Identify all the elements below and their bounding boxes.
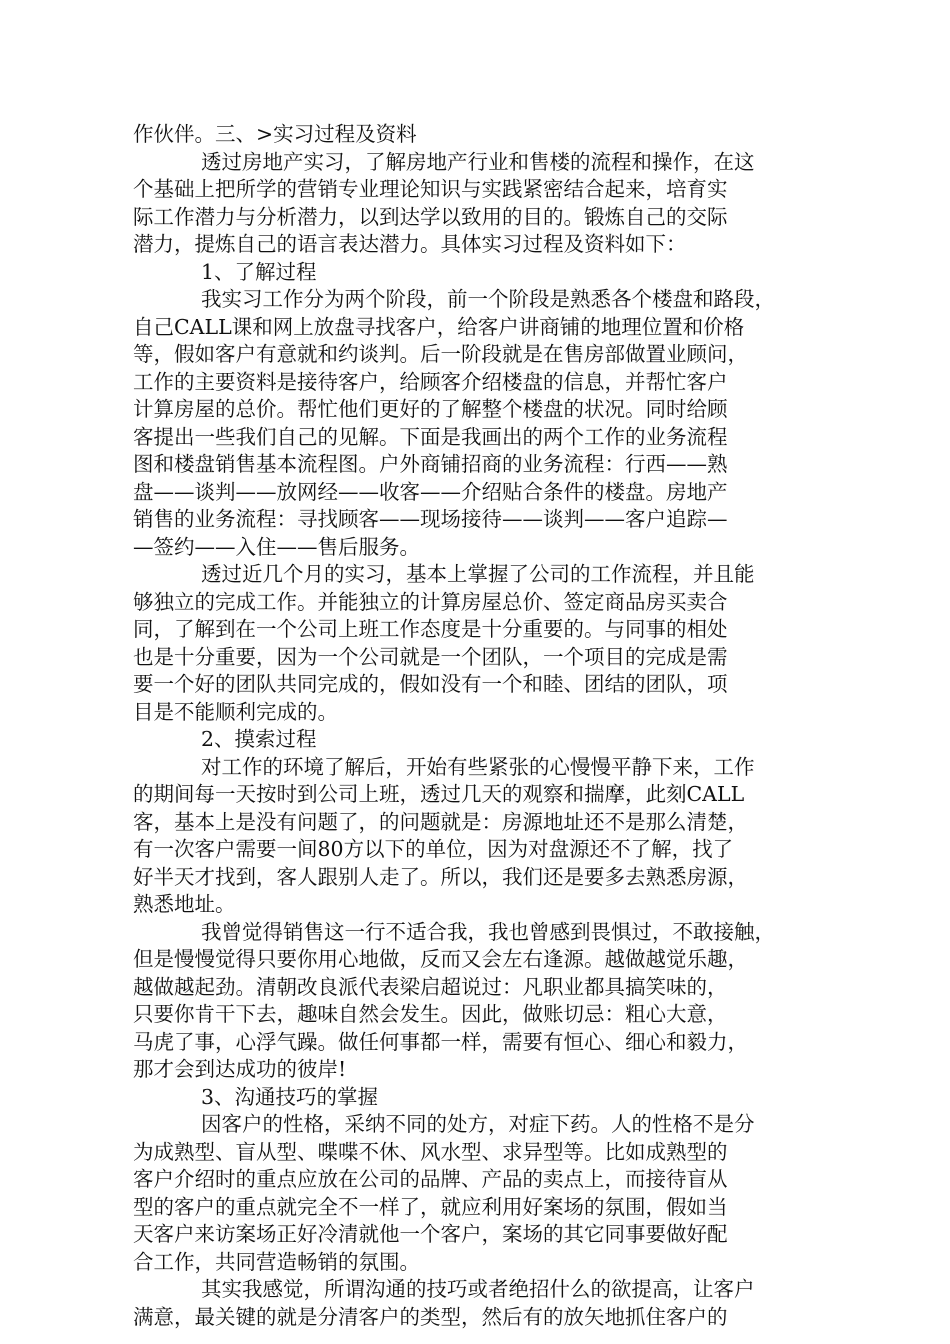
text-line: 3、沟通技巧的掌握: [201, 1084, 379, 1109]
text-line: 的期间每一天按时到公司上班，透过几天的观察和揣摩，此刻CALL: [133, 782, 745, 806]
text-line: 我实习工作分为两个阶段，前一个阶段是熟悉各个楼盘和路段，: [201, 287, 775, 311]
text-line: 客，基本上是没有问题了，的问题就是：房源地址还不是那么清楚，: [133, 809, 748, 834]
text-line: 1、了解过程: [201, 259, 317, 284]
text-line: 透过房地产实习，了解房地产行业和售楼的流程和操作，在这: [201, 149, 755, 174]
text-line: 工作的主要资料是接待客户，给顾客介绍楼盘的信息，并帮忙客户: [133, 369, 728, 394]
text-line: 对工作的环境了解后，开始有些紧张的心慢慢平静下来，工作: [201, 754, 755, 779]
text-line: 同，了解到在一个公司上班工作态度是十分重要的。与同事的相处: [133, 617, 728, 641]
text-line: 天客户来访案场正好冷清就他一个客户，案场的其它同事要做好配: [133, 1222, 728, 1246]
text-line: 因客户的性格，采纳不同的处方，对症下药。人的性格不是分: [201, 1112, 755, 1136]
text-line: 满意，最关键的就是分清客户的类型，然后有的放矢地抓住客户的: [133, 1304, 728, 1329]
text-line: 客户介绍时的重点应放在公司的品牌、产品的卖点上，而接待盲从: [133, 1167, 728, 1191]
text-line: 熟悉地址。: [133, 892, 236, 916]
text-line: 2、摸索过程: [201, 727, 317, 751]
text-line: 作伙伴。三、>实习过程及资料: [133, 122, 417, 146]
text-line: 那才会到达成功的彼岸!: [133, 1057, 347, 1081]
text-line: 我曾觉得销售这一行不适合我，我也曾感到畏惧过，不敢接触，: [201, 919, 775, 944]
text-line: 越做越起劲。清朝改良派代表梁启超说过：凡职业都具搞笑味的，: [133, 974, 728, 999]
text-line: 客提出一些我们自己的见解。下面是我画出的两个工作的业务流程: [133, 424, 728, 449]
text-line: 透过近几个月的实习，基本上掌握了公司的工作流程，并且能: [201, 562, 755, 586]
text-line: 但是慢慢觉得只要你用心地做，反而又会左右逢源。越做越觉乐趣，: [133, 947, 748, 971]
text-line: —签约——入住——售后服务。: [133, 534, 420, 559]
document-body: [133, 121, 817, 1331]
text-line: 盘——谈判——放网经——收客——介绍贴合条件的楼盘。房地产: [133, 479, 728, 504]
text-line: 也是十分重要，因为一个公司就是一个团队，一个项目的完成是需: [133, 644, 728, 669]
text-line: 好半天才找到，客人跟别人走了。所以，我们还是要多去熟悉房源，: [133, 864, 748, 889]
text-line: 要一个好的团队共同完成的，假如没有一个和睦、团结的团队，项: [133, 672, 728, 696]
text-line: 计算房屋的总价。帮忙他们更好的了解整个楼盘的状况。同时给顾: [133, 397, 728, 421]
text-line: 潜力，提炼自己的语言表达潜力。具体实习过程及资料如下：: [133, 232, 687, 256]
text-line: 为成熟型、盲从型、喋喋不休、风水型、求异型等。比如成熟型的: [133, 1139, 728, 1164]
text-line: 图和楼盘销售基本流程图。户外商铺招商的业务流程：行西——熟: [133, 452, 728, 476]
text-line: 际工作潜力与分析潜力，以到达学以致用的目的。锻炼自己的交际: [133, 204, 728, 229]
text-line: 只要你肯干下去，趣味自然会发生。因此，做账切忌：粗心大意，: [133, 1002, 728, 1026]
text-line: 合工作，共同营造畅销的氛围。: [133, 1249, 420, 1274]
text-line: 自己CALL课和网上放盘寻找客户，给客户讲商铺的地理位置和价格: [133, 314, 745, 339]
text-line: 个基础上把所学的营销专业理论知识与实践紧密结合起来，培育实: [133, 177, 728, 201]
text-line: 销售的业务流程：寻找顾客——现场接待——谈判——客户追踪—: [133, 507, 728, 531]
text-line: 其实我感觉，所谓沟通的技巧或者绝招什么的欲提高，让客户: [201, 1277, 755, 1301]
text-line: 等，假如客户有意就和约谈判。后一阶段就是在售房部做置业顾问，: [133, 342, 748, 366]
text-line: 目是不能顺利完成的。: [133, 699, 338, 724]
text-line: 马虎了事，心浮气躁。做任何事都一样，需要有恒心、细心和毅力，: [133, 1029, 748, 1054]
text-line: 型的客户的重点就完全不一样了，就应利用好案场的氛围，假如当: [133, 1194, 728, 1219]
text-line: 有一次客户需要一间80方以下的单位，因为对盘源还不了解，找了: [133, 837, 734, 861]
text-line: 够独立的完成工作。并能独立的计算房屋总价、签定商品房买卖合: [133, 589, 728, 614]
